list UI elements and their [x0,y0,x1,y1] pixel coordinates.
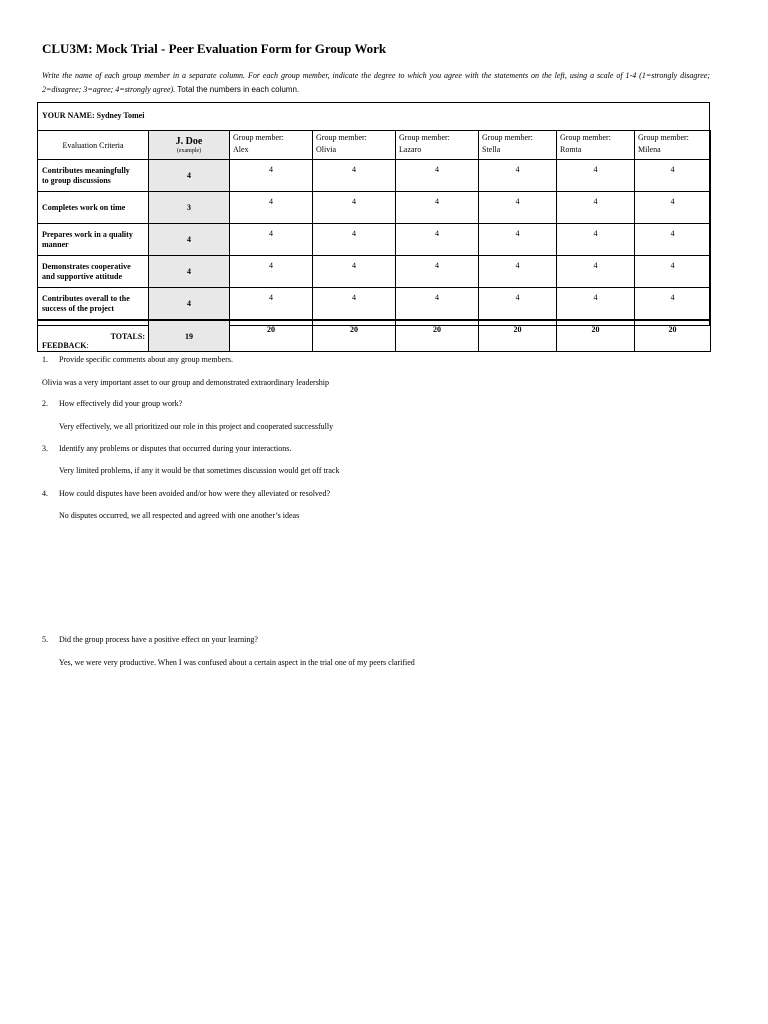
score-cell: 4 [557,160,635,192]
score-cell: 4 [396,224,479,256]
answer-3: Very limited problems, if any it would be that sometimes discussion would get off track [59,466,340,475]
member-header [557,131,635,160]
question-2: How effectively did your group work? [59,399,183,408]
question-1: Provide specific comments about any group members. [59,355,233,364]
score-cell: 4 [396,288,479,321]
score-cell: 4 [313,256,396,288]
score-cell: 4 [396,256,479,288]
total-cell: 20 [635,320,711,352]
criterion-line: and supportive attitude [42,271,123,281]
example-score: 4 [149,160,230,192]
member-header [479,131,557,160]
total-cell: 20 [479,320,557,352]
score-cell: 4 [557,256,635,288]
example-score: 4 [149,256,230,288]
example-score: 3 [149,192,230,224]
answer-2: Very effectively, we all prioritized our role in this project and cooperated successfully [59,422,334,431]
table-row [38,192,711,224]
member-prefix: Group member: [560,133,611,142]
example-name: J. Doe [175,135,203,147]
member-name: Alex [233,145,249,154]
example-score: 4 [149,288,230,321]
member-name: Olivia [316,145,336,154]
score-cell: 4 [230,288,313,321]
member-header [635,131,711,160]
criterion-label [38,288,149,321]
member-prefix: Group member: [316,133,367,142]
score-cell: 4 [557,224,635,256]
score-cell: 4 [230,224,313,256]
member-header [396,131,479,160]
question-number: 4. [42,489,48,498]
your-name-field: YOUR NAME: Sydney Tomei [42,111,145,120]
table-row [38,288,711,321]
score-cell: 4 [635,256,711,288]
member-prefix: Group member: [482,133,533,142]
example-header [149,131,230,160]
score-cell: 4 [557,288,635,321]
criterion-label [38,224,149,256]
score-cell: 4 [230,256,313,288]
score-cell: 4 [313,224,396,256]
criterion-label [38,160,149,192]
table-row [38,160,711,192]
criterion-line: Prepares work in a quality [42,229,133,239]
score-cell: 4 [313,288,396,321]
member-name: Milena [638,145,661,154]
table-row [38,256,711,288]
criterion-line: success of the project [42,303,115,313]
criteria-header: Evaluation Criteria [38,131,149,160]
totals-label: TOTALS: [38,320,149,352]
criterion-line: Contributes overall to the [42,293,130,303]
question-number: 3. [42,444,48,453]
score-cell: 4 [479,288,557,321]
member-prefix: Group member: [638,133,689,142]
score-cell: 4 [479,160,557,192]
score-cell: 4 [396,192,479,224]
score-cell: 4 [313,192,396,224]
total-cell: 20 [313,320,396,352]
member-header [313,131,396,160]
answer-4: No disputes occurred, we all respected and agreed with one another’s ideas [59,511,300,520]
criterion-line: Completes work on time [42,202,126,212]
form-title: CLU3M: Mock Trial - Peer Evaluation Form for Group Work [42,41,387,56]
score-cell: 4 [635,160,711,192]
feedback-heading-colon: : [86,341,89,350]
instructions-italic: Write the name of each group member in a separate column. For each group member, indicate the degree to which you agree with the statements on the left, using a scale of 1-4 (1=strongly disagree; 2=disagree; 3=agree; 4=strongly agree). [42,71,710,94]
feedback-heading [42,341,89,350]
evaluation-table [37,130,711,352]
instructions [42,69,710,97]
score-cell: 4 [635,192,711,224]
criterion-line: to group discussions [42,175,111,185]
criterion-line: manner [42,239,69,249]
answer-5: Yes, we were very productive. When I was confused about a certain aspect in the trial one of my peers clarified [59,658,415,667]
score-cell: 4 [313,160,396,192]
criterion-line: Contributes meaningfully [42,165,130,175]
total-cell: 20 [230,320,313,352]
answer-1: Olivia was a very important asset to our group and demonstrated extraordinary leadership [42,378,330,387]
question-4: How could disputes have been avoided and/or how were they alleviated or resolved? [59,489,331,498]
score-cell: 4 [635,224,711,256]
question-5: Did the group process have a positive effect on your learning? [59,635,258,644]
member-prefix: Group member: [233,133,284,142]
score-cell: 4 [479,224,557,256]
total-cell: 20 [557,320,635,352]
criterion-label [38,256,149,288]
question-number: 1. [42,355,48,364]
score-cell: 4 [230,192,313,224]
member-header [230,131,313,160]
question-number: 5. [42,635,48,644]
example-note: (example) [176,147,202,154]
score-cell: 4 [635,288,711,321]
totals-row [38,320,711,352]
table-row [38,224,711,256]
member-prefix: Group member: [399,133,450,142]
member-name: Romta [560,145,582,154]
table-header-row [38,131,711,160]
question-3: Identify any problems or disputes that occurred during your interactions. [59,444,292,453]
criterion-label [38,192,149,224]
total-cell: 20 [396,320,479,352]
example-total: 19 [149,320,230,352]
criterion-line: Demonstrates cooperative [42,261,131,271]
member-name: Stella [482,145,501,154]
member-name: Lazaro [399,145,422,154]
score-cell: 4 [396,160,479,192]
score-cell: 4 [557,192,635,224]
instructions-plain: Total the numbers in each column. [175,85,300,94]
score-cell: 4 [230,160,313,192]
feedback-heading-text: FEEDBACK [42,341,87,350]
score-cell: 4 [479,256,557,288]
question-number: 2. [42,399,48,408]
example-score: 4 [149,224,230,256]
score-cell: 4 [479,192,557,224]
